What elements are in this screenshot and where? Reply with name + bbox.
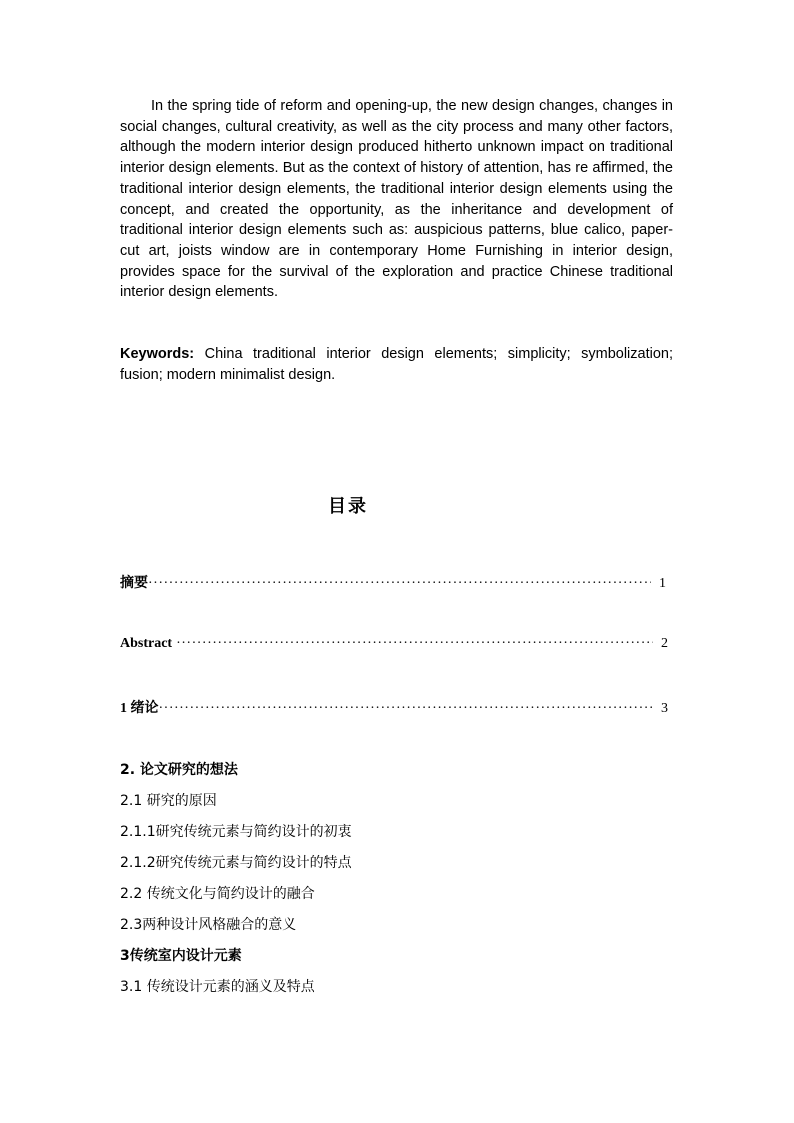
toc-section-2-3[interactable]: 2.3两种设计风格融合的意义 [120,917,297,933]
toc-entry-page: 2 [661,636,668,651]
toc-entry-label: 1 绪论 [120,701,159,716]
toc-section-2-1-2[interactable]: 2.1.2研究传统元素与简约设计的特点 [120,855,352,871]
toc-title: 目录 [328,496,368,517]
keywords-text: China traditional interior design elements; simplicity; symbolization; fusion; modern minimalist design. [120,346,673,383]
abstract-paragraph: In the spring tide of reform and opening-up, the new design changes, changes in social changes, cultural creativity, as well as the city process and many other factors, although the modern interior design produced hitherto unknown impact on traditional interior design elements. But as the context of history of attention, has re affirmed, the traditional interior design elements, the traditional interior design elements using the concept, and created the opportunity, as the inheritance and development of traditional interior design elements such as: auspicious patterns, blue calico, paper-cut art, joists window are in contemporary Home Furnishing in interior design, provides space for the survival of the exploration and practice Chinese traditional interior design elements. [120,98,673,301]
toc-section-2-2[interactable]: 2.2 传统文化与简约设计的融合 [120,886,315,902]
toc-entry-abstract-en[interactable] [120,636,668,652]
toc-leader-dots [159,701,654,717]
keywords-line [120,344,673,385]
toc-section-3[interactable]: 3传统室内设计元素 [120,948,242,964]
toc-section-3-1[interactable]: 3.1 传统设计元素的涵义及特点 [120,979,315,995]
toc-entry-page: 3 [661,701,668,716]
keywords-label: Keywords: [120,346,195,362]
toc-entry-label: 摘要 [120,576,148,591]
toc-entry-introduction[interactable] [120,697,668,717]
toc-section-2-1[interactable]: 2.1 研究的原因 [120,793,217,809]
toc-section-2-1-1[interactable]: 2.1.1研究传统元素与简约设计的初衷 [120,824,352,840]
toc-entry-abstract-cn[interactable] [120,572,666,592]
toc-entry-page: 1 [659,576,666,591]
toc-section-2[interactable]: 2. 论文研究的想法 [120,762,238,778]
toc-leader-dots [148,576,651,592]
toc-leader-dots [176,636,653,652]
toc-entry-label: Abstract [120,636,173,651]
